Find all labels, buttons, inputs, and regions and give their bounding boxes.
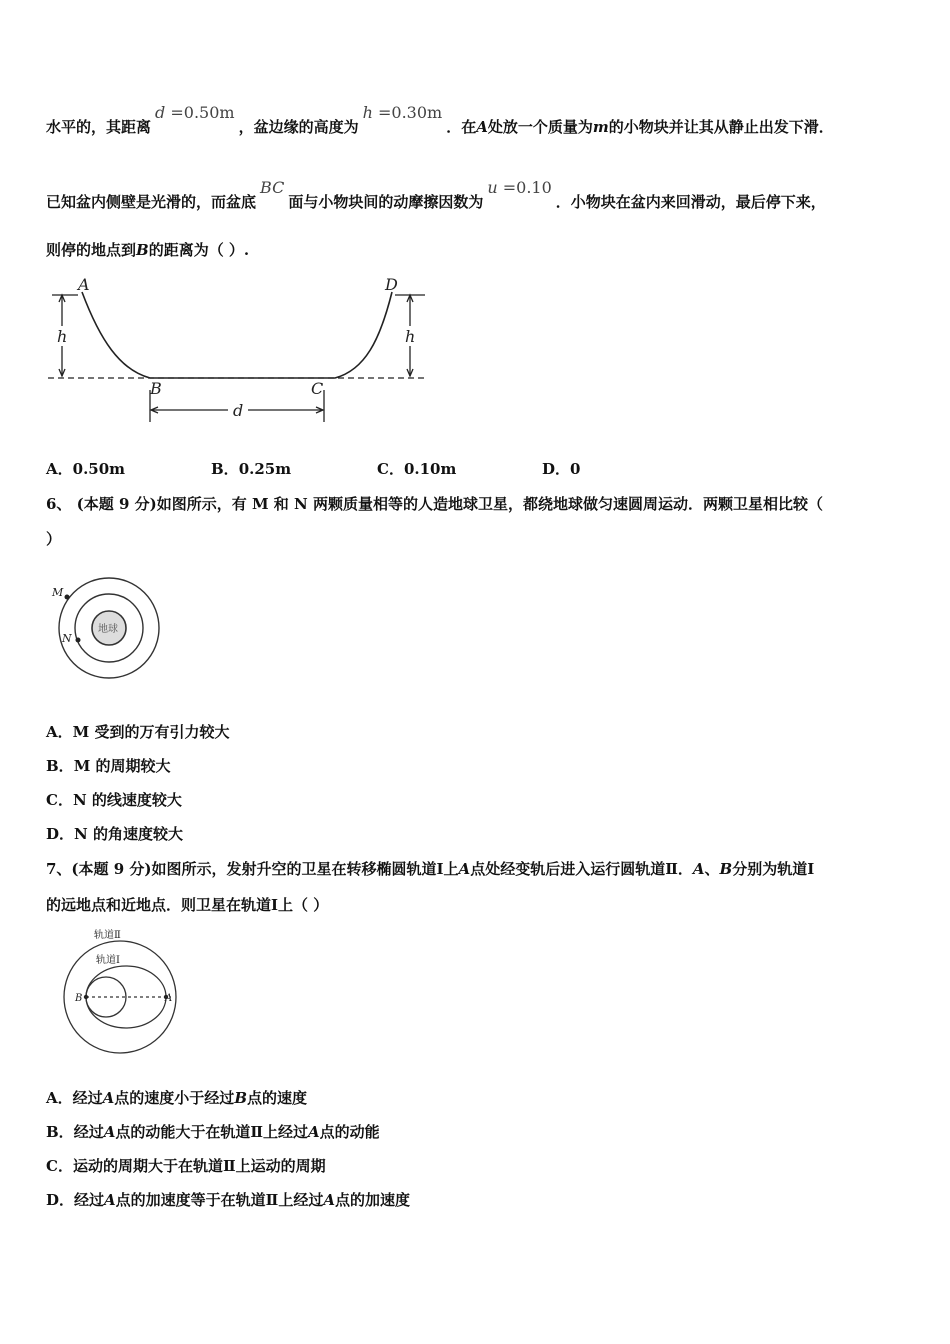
satellite-M: [65, 595, 70, 600]
label-d: d: [233, 401, 244, 420]
var-B: B: [136, 241, 149, 259]
q5-stem-line1: [46, 103, 834, 137]
q7-stem-line1: 7、(本题 9 分)如图所示，发射升空的卫星在转移椭圆轨道Ⅰ上A点处经变轨后进入运行圆轨道Ⅱ．A、B分别为轨道Ⅰ: [46, 860, 815, 878]
text: 面与小物块间的动摩擦因数为: [288, 193, 484, 211]
label-A: A: [78, 275, 90, 294]
label-B: B: [75, 993, 83, 1004]
q7-option-d[interactable]: D．经过A点的加速度等于在轨道Ⅱ上经过A点的加速度: [46, 1191, 410, 1209]
text: 处放一个质量为: [487, 118, 593, 136]
q5-option-a[interactable]: A．0.50m: [46, 460, 126, 478]
q5-basin-figure: [40, 270, 440, 435]
text: 的小物块并让其从静止出发下滑．: [608, 118, 834, 136]
q5-option-c[interactable]: C．0.10m: [377, 460, 457, 478]
q5-option-b[interactable]: B．0.25m: [211, 460, 292, 478]
text: ，盆边缘的高度为: [238, 118, 359, 136]
q6-option-d[interactable]: D．N 的角速度较大: [46, 825, 183, 843]
q7-orbit-figure: [46, 925, 186, 1057]
label-earth: 地球: [98, 624, 118, 635]
label-h-right: h: [405, 327, 416, 346]
label-N: N: [62, 632, 72, 645]
label-A: A: [165, 993, 173, 1004]
point-B: [84, 995, 88, 999]
text: ．小物块在盆内来回滑动，最后停下来，: [555, 193, 826, 211]
q6-stem-line2: ）: [46, 530, 62, 548]
text: ．在: [446, 118, 477, 136]
q6-option-a[interactable]: A．M 受到的万有引力较大: [46, 723, 230, 741]
q7-option-b[interactable]: B．经过A点的动能大于在轨道Ⅱ上经过A点的动能: [46, 1123, 380, 1141]
q7-stem-line2: 的远地点和近地点．则卫星在轨道Ⅰ上（ ）: [46, 896, 329, 914]
var-A: A: [476, 118, 488, 136]
text: 水平的，其距离: [46, 118, 152, 136]
text: 已知盆内侧壁是光滑的，而盆底: [46, 193, 257, 211]
label-D: D: [385, 275, 398, 294]
label-h-left: h: [57, 327, 68, 346]
q6-option-c[interactable]: C．N 的线速度较大: [46, 791, 182, 809]
q5-stem-line3: 则停的地点到B的距离为（ ）.: [46, 241, 250, 259]
satellite-N: [76, 638, 81, 643]
label-B: B: [150, 379, 162, 398]
var-m: m: [592, 118, 609, 136]
q5-stem-line2: [46, 178, 826, 212]
math-d: d =0.50m: [155, 103, 235, 122]
q7-option-c[interactable]: C．运动的周期大于在轨道Ⅱ上运动的周期: [46, 1157, 326, 1175]
math-h: h =0.30m: [362, 103, 443, 122]
label-orbit1: 轨道Ⅰ: [96, 955, 120, 966]
q6-stem-line1: 6、 (本题 9 分)如图所示，有 M 和 N 两颗质量相等的人造地球卫星，都绕地球做匀速圆周运动．两颗卫星相比较（: [46, 495, 823, 513]
label-M: M: [52, 586, 64, 599]
q6-option-b[interactable]: B．M 的周期较大: [46, 757, 171, 775]
math-BC: BC: [260, 178, 285, 197]
q6-orbit-figure: [48, 575, 168, 685]
math-mu: u =0.10: [487, 178, 552, 197]
q5-option-d[interactable]: D．0: [542, 460, 581, 478]
label-C: C: [311, 379, 324, 398]
q7-option-a[interactable]: A．经过A点的速度小于经过B点的速度: [46, 1089, 308, 1107]
label-orbit2: 轨道Ⅱ: [94, 930, 121, 941]
